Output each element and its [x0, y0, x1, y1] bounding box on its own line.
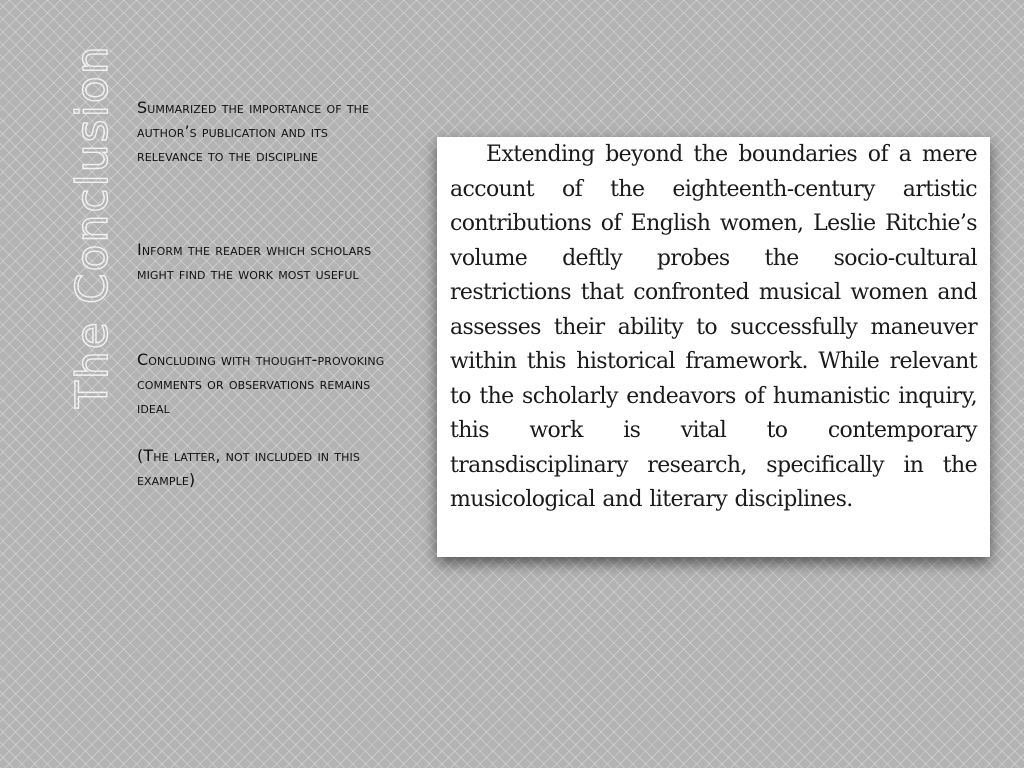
slide-title: The Conclusion — [67, 44, 118, 408]
bullet-audience: Inform the reader which scholars might find the work most useful — [137, 240, 372, 283]
bullet-concluding: Concluding with thought-provoking comments or observations remains ideal — [137, 350, 385, 417]
excerpt-text: Extending beyond the boundaries of a mere account of the eighteenth-century artistic contributions of English women, Leslie Ritchie’s volume deftly probes the socio-cultural restrictions that confronted musical women and assesses their ability to successfully maneuver within this historical framework. While relevant to the scholarly endeavors of humanistic inquiry, this work is vital to contemporary transdisciplinary research, specifically in the musicological and literary disciplines. — [450, 142, 977, 512]
excerpt-image — [437, 137, 990, 557]
bullet-summary: Summarized the importance of the author’s publication and its relevance to the discipline — [137, 98, 370, 165]
bullet-list — [137, 96, 387, 492]
bullet-note: (The latter, not included in this example) — [137, 446, 360, 489]
